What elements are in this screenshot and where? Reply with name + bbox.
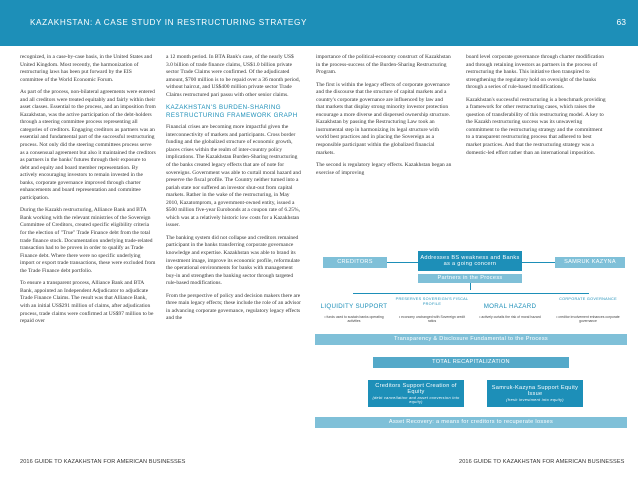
transparency-banner: Transparency & Disclosure Fundamental to the Process xyxy=(315,334,627,345)
paragraph: Financial crises are becoming more impactful given the interconnectivity of markets and participants. Cross border funding and the globalized structure of economic growth, places crises within the realm of inter-country policy implications. The Kazakhstan Burden-Sharing restructuring of the banks created legacy effects that are of note for sovereigns. Government was able to curtail moral hazard and preserve the fiscal profile. The Country neither turned into a pariah state nor suffered an investor shut-out from capital markets. Rather in the wake of the restructuring, in May 2010, Kazatomprom, a government-owned entity, issued a $500 million five-year Eurobonds at a coupon rate of 6.25%, which was at a relatively historic low costs for a Kazakhstan issuer. xyxy=(166,124,301,229)
header-title: KAZAKHSTAN: A CASE STUDY IN RESTRUCTURING STRATEGY xyxy=(30,18,308,27)
liquidity-support-label: LIQUIDITY SUPPORT xyxy=(320,303,388,310)
section-subheading: KAZAKHSTAN'S BURDEN-SHARING RESTRUCTURING FRAMEWORK GRAPH xyxy=(166,104,298,120)
paragraph: board level corporate governance through charter modification and through retaining investors as partners in the process of restructuring the banks. This initiative then transpired to strengthening the regulatory hold on oversight of the banks through a series of rule-based modifications. xyxy=(466,54,605,91)
page-header xyxy=(0,0,638,46)
paragraph: a 12 month period. In BTA Bank's case, of the nearly US$ 3.0 billion of trade finance claims, US$1.0 billion private sector Trade Claims were confirmed. Of the adjudicated amount, $700 million is to be repaid over a 36 month period, without haircut, and US$400 million private sector Trade Claims restructured pari passu with other senior claims. xyxy=(166,54,300,98)
text-column-3 xyxy=(316,54,452,182)
asset-recovery-banner: Asset Recovery: a means for creditors to recuperate losses xyxy=(315,417,627,428)
addresses-weakness-box: Addresses BS weakness and Banks as a going concern xyxy=(418,251,522,271)
corporate-bullet: • creditor involvement enhances corporate governance xyxy=(556,315,620,324)
moral-hazard-label: MORAL HAZARD xyxy=(483,303,537,310)
paragraph: importance of the political-economy construct of Kazakhstan in the process-success of the Burden-Sharing Restructuring Program. xyxy=(316,54,451,76)
fiscal-bullet: • economy unchanged with Sovereign credit ratios xyxy=(398,315,466,324)
paragraph: During the Kazakh restructuring, Alliance Bank and BTA Bank working with the relevant ministries of the Sovereign Committee of Creditors, created specific eligibility criteria for the election of "True" Trade Finance debt from the total trade finance stock. Documentation underlying trade-related transaction had to be proven in order to qualify as Trade Finance debt. Where there were no specific underlying import or export trade transactions, these were excluded from the Trade Finance debt portfolio. xyxy=(20,207,156,274)
samruk-support-note: (fresh investment into equity) xyxy=(506,397,564,402)
burden-sharing-diagram xyxy=(315,245,627,455)
creditors-support-note: (debt cancellation and asset conversion into equity) xyxy=(372,395,460,404)
samruk-support-box xyxy=(487,380,583,407)
connector-line xyxy=(353,293,589,294)
footer-right: 2016 GUIDE TO KAZAKHSTAN FOR AMERICAN BUSINESSES xyxy=(459,459,625,465)
creditors-box: CREDITORS xyxy=(323,257,387,268)
creditors-support-title: Creditors Support Creation of Equity xyxy=(375,382,457,396)
paragraph: The banking system did not collapse and creditors remained participant in the banks transferring corporate governance knowledge and expertise. Kazakhstan was able to brand its investment image, improve its economic profile, reformulate the operational environments for banks with management buy-in and strengthen the banking sector through targeted rule-based modifications. xyxy=(166,234,300,287)
partners-box: Partners in the Process xyxy=(418,274,522,283)
creditors-support-box xyxy=(368,380,464,407)
paragraph: From the perspective of policy and decision makers there are three main legacy effects; these include the role of an advisor in advancing corporate governance, regulatory legacy effects and the xyxy=(166,292,301,322)
paragraph: recognized, in a case-by-case basis, in the United States and United Kingdom. Most recently, the harmonization of restructuring laws has been put forward by the EIS committee of the World Economic Forum. xyxy=(20,54,153,83)
paragraph: Kazakhstan's successful restructuring is a benchmark providing a framework for other restructuring cases, which raises the question of transferability of this restructuring model. A key to the Kazakh restructuring success was its unwavering commitment to the restructuring strategy and the commitment to a transparent restructuring process that adhered to best market practices. And that the restructuring strategy was a domestic-led effort rather than an international imposition. xyxy=(466,96,606,156)
text-column-1 xyxy=(20,54,156,331)
paragraph: The first is within the legacy effects of corporate governance and the discourse that the structure of capital markets and a country's corporate governance are influenced by law and that markets that display strong minority investor protection encourage a more diverse and dispersed ownership structure. Kazakhstan by passing the Restructuring Law took an instrumental step in harmonizing its legal structure with world best practices and in placing the Sovereign as a responsible participant within the globalized financial markets. xyxy=(316,81,451,156)
paragraph: To ensure a transparent process, Alliance Bank and BTA Bank, appointed an Independent Adjudicator to adjudicate Trade Finance Claims. The result was that Alliance Bank, with an initial US$291 million of claims, after adjudication process, trade claims were confirmed at US$97 million to be repaid over xyxy=(20,280,154,325)
paragraph: The second is regulatory legacy effects. Kazakhstan began an exercise of improving xyxy=(316,162,452,176)
footer-left: 2016 GUIDE TO KAZAKHSTAN FOR AMERICAN BUSINESSES xyxy=(20,459,186,465)
liquidity-bullet: • funds used to sustain banks operating activities xyxy=(324,315,384,324)
total-recapitalization-box: TOTAL RECAPITALIZATION xyxy=(373,357,569,368)
text-column-4 xyxy=(466,54,606,162)
samruk-kazyna-box: SAMRUK KAZYNA xyxy=(555,257,625,268)
samruk-support-title: Samruk-Kazyna Support Equity Issue xyxy=(491,384,579,398)
page-number: 63 xyxy=(616,17,626,27)
fiscal-profile-label: PRESERVES SOVEREIGN'S FISCAL PROFILE xyxy=(395,297,469,306)
corporate-governance-label: CORPORATE GOVERNANCE xyxy=(559,297,617,301)
moral-bullet: • actively curtails the risk of moral hazard xyxy=(479,315,541,319)
text-column-2 xyxy=(166,54,302,328)
paragraph: As part of the process, non-bilateral agreements were entered and all creditors were treated equitably and fairly within their asset classes. Essential to the process, and an imposition from Kazakhstan, was the active participation of the debt-holders through a steering committee process representing all categories of creditors. Engaging creditors as partners was an essential and fundamental part of the successful restructuring process. Not only did the steering committees process serve as a consensual agreement but also it maintained the creditors as partners in the banks' futures through their exposure to debt and equity and board member representation. By actively encouraging investors to remain invested in the banks, corporate governance improved through charter enhancements and board representation and committee participation. xyxy=(20,89,156,201)
